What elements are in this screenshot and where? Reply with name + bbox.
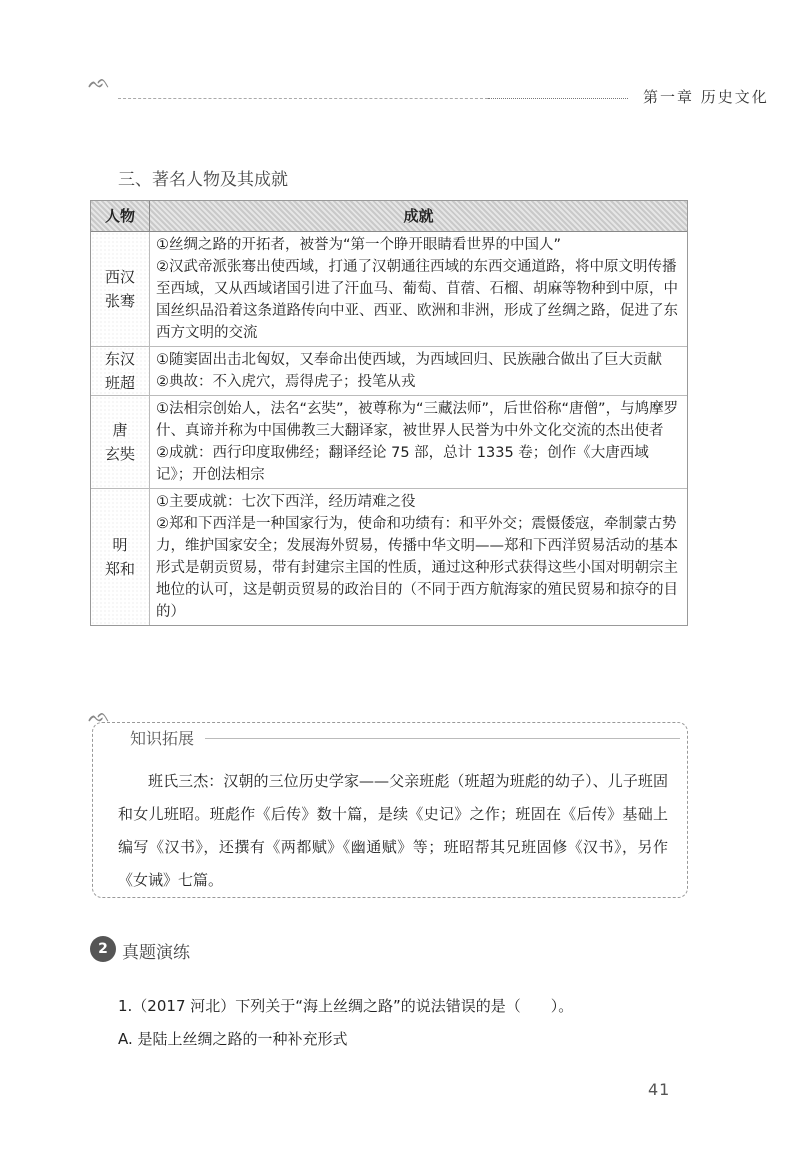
question-stem: 1.（2017 河北）下列关于“海上丝绸之路”的说法错误的是（ ）。 xyxy=(118,997,574,1015)
header-person: 人物 xyxy=(91,201,150,231)
achievement-line: ②汉武帝派张骞出使西域，打通了汉朝通往西域的东西交通道路，将中原文明传播至西域，又从西域诸国引进了汗血马、葡萄、苜蓿、石榴、胡麻等物种到中原，中国丝织品沿着这条道路传向中亚、西亚、欧洲和非洲，形成了丝绸之路，促进了东西方文明的交流 xyxy=(156,259,678,341)
table-row xyxy=(91,232,687,347)
achievement-line: ②典故：不入虎穴，焉得虎子；投笔从戎 xyxy=(156,374,416,390)
achievements-table xyxy=(90,200,688,626)
chapter-title: 第一章 历史文化 xyxy=(643,88,769,106)
achievement-line: ②郑和下西洋是一种国家行为，使命和功绩有：和平外交；震慑倭寇，牵制蒙古势力，维护国家安全；发展海外贸易，传播中华文明——郑和下西洋贸易活动的基本形式是朝贡贸易，带有封建宗主国的性质，通过这种形式获得这些小国对明朝宗主地位的认可，这是朝贡贸易的政治目的（不同于西方航海家的殖民贸易和掠夺的目的） xyxy=(156,516,678,620)
question-option-a: A. 是陆上丝绸之路的一种补充形式 xyxy=(118,1030,348,1048)
practice-badge-icon: 2 xyxy=(90,936,116,962)
header-achievement: 成就 xyxy=(403,207,434,225)
table-row xyxy=(91,489,687,625)
section-title: 三、著名人物及其成就 xyxy=(118,170,288,190)
person-cell xyxy=(91,396,150,488)
achievement-cell xyxy=(150,396,687,488)
header-rule xyxy=(118,98,488,99)
table-row xyxy=(91,347,687,396)
extension-title-rule xyxy=(205,738,680,739)
person-cell xyxy=(91,489,150,625)
person-cell xyxy=(91,347,150,395)
achievement-line: ①丝绸之路的开拓者，被誉为“第一个睁开眼睛看世界的中国人” xyxy=(156,237,562,253)
page-number: 41 xyxy=(648,1080,671,1099)
achievement-line: ①法相宗创始人，法名“玄奘”，被尊称为“三藏法师”，后世俗称“唐僧”，与鸠摩罗什、真谛并称为中国佛教三大翻译家，被世界人民誉为中外文化交流的杰出使者 xyxy=(156,401,679,439)
person-name: 西汉 张骞 xyxy=(104,268,135,310)
person-name: 明 郑和 xyxy=(104,536,135,578)
table-header xyxy=(91,201,687,232)
achievement-cell xyxy=(150,489,687,625)
extension-title: 知识拓展 xyxy=(126,726,198,749)
header-rule-dotted xyxy=(488,98,628,99)
ornament-icon: ᨒ xyxy=(88,72,111,93)
achievement-line: ①主要成就：七次下西洋，经历靖难之役 xyxy=(156,494,416,510)
achievement-line: ①随窦固出击北匈奴，又奉命出使西域，为西域回归、民族融合做出了巨大贡献 xyxy=(156,352,662,368)
achievement-cell xyxy=(150,232,687,346)
table-row xyxy=(91,396,687,489)
person-cell xyxy=(91,232,150,346)
ornament-icon: ᨒ xyxy=(88,706,111,727)
practice-title: 真题演练 xyxy=(122,943,190,963)
person-name: 唐 玄奘 xyxy=(104,421,135,463)
achievement-cell xyxy=(150,347,687,395)
person-name: 东汉 班超 xyxy=(104,350,135,392)
page-header xyxy=(88,72,769,106)
achievement-line: ②成就：西行印度取佛经；翻译经论 75 部，总计 1335 卷；创作《大唐西域记》；开创法相宗 xyxy=(156,445,649,483)
extension-text: 班氏三杰：汉朝的三位历史学家——父亲班彪（班超为班彪的幼子）、儿子班固和女儿班昭。班彪作《后传》数十篇，是续《史记》之作；班固在《后传》基础上编写《汉书》，还撰有《两都赋》《幽通赋》等；班昭帮其兄班固修《汉书》，另作《女诫》七篇。 xyxy=(118,772,668,889)
